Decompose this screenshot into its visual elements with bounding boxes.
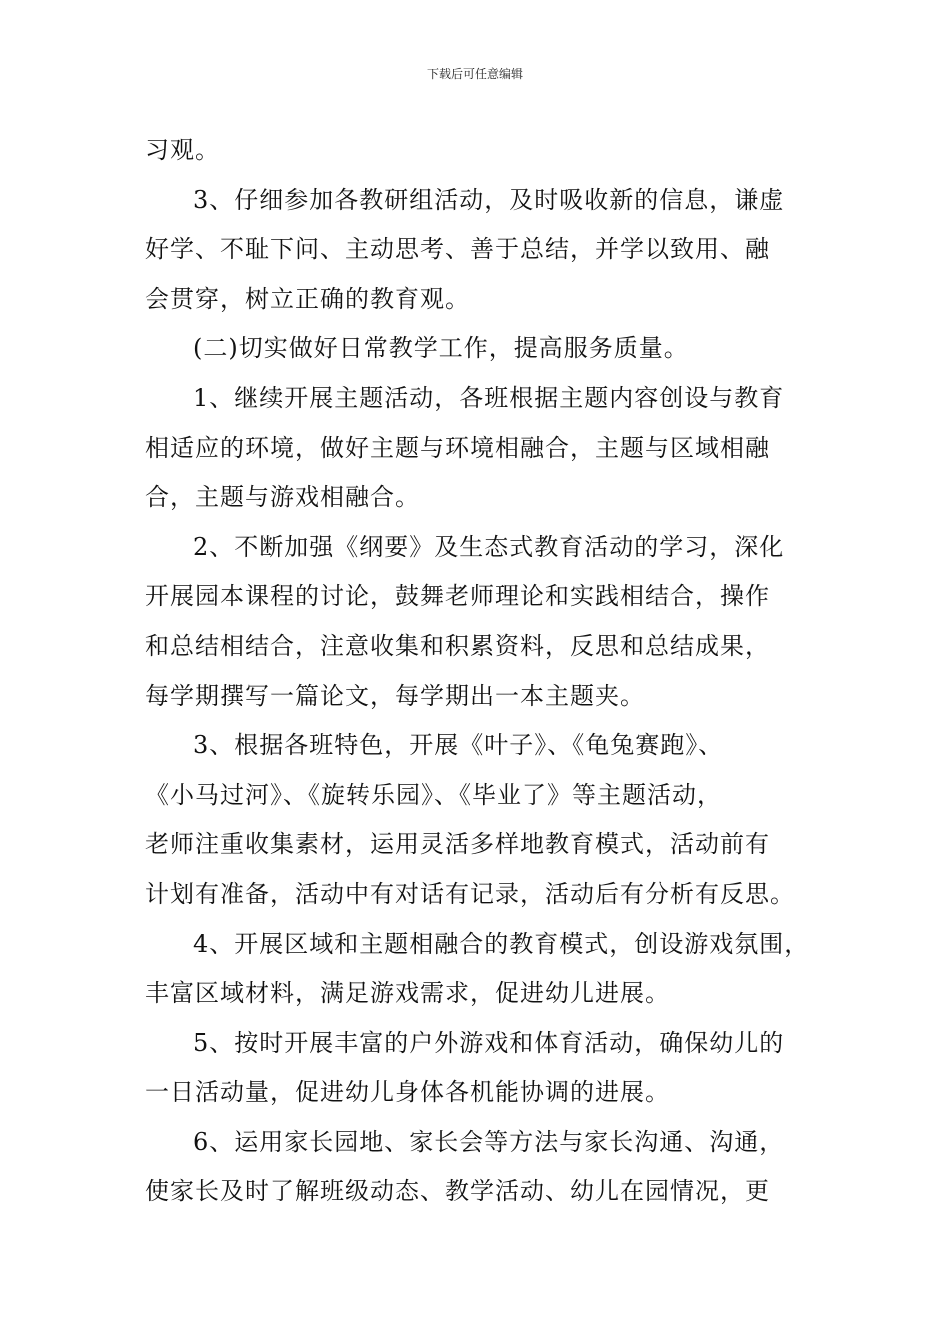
text-line: 相适应的环境，做好主题与环境相融合，主题与区域相融 bbox=[145, 433, 770, 462]
text-line: 丰富区域材料，满足游戏需求，促进幼儿进展。 bbox=[145, 979, 670, 1008]
paragraph bbox=[145, 176, 835, 325]
text-line: 一日活动量，促进幼儿身体各机能协调的进展。 bbox=[145, 1078, 670, 1107]
text-line: 3、根据各班特色，开展《叶子》、《龟兔赛跑》、 bbox=[193, 731, 724, 760]
paragraph bbox=[145, 920, 835, 1019]
document-body bbox=[145, 126, 835, 1217]
text-line: 4、开展区域和主题相融合的教育模式，创设游戏氛围， bbox=[193, 929, 810, 958]
section-heading bbox=[145, 324, 835, 374]
text-line: 合，主题与游戏相融合。 bbox=[145, 483, 420, 512]
text-line: 6、运用家长园地、家长会等方法与家长沟通、沟通， bbox=[193, 1127, 785, 1156]
page-header-note: 下载后可任意编辑 bbox=[426, 67, 523, 81]
text-line: (二)切实做好日常教学工作，提高服务质量。 bbox=[193, 334, 689, 363]
text-line: 使家长及时了解班级动态、教学活动、幼儿在园情况，更 bbox=[145, 1177, 770, 1206]
text-line: 开展园本课程的讨论，鼓舞老师理论和实践相结合，操作 bbox=[145, 582, 770, 611]
paragraph bbox=[145, 721, 835, 919]
text-line: 2、不断加强《纲要》及生态式教育活动的学习，深化 bbox=[193, 532, 785, 561]
paragraph bbox=[145, 126, 835, 176]
text-line: 3、仔细参加各教研组活动，及时吸收新的信息，谦虚 bbox=[193, 185, 785, 214]
text-line: 习观。 bbox=[145, 136, 220, 164]
paragraph bbox=[145, 1118, 835, 1217]
text-line: 和总结相结合，注意收集和积累资料，反思和总结成果， bbox=[145, 631, 770, 660]
text-line: 好学、不耻下问、主动思考、善于总结，并学以致用、融 bbox=[145, 235, 770, 264]
paragraph bbox=[145, 523, 835, 721]
text-line: 计划有准备，活动中有对话有记录，活动后有分析有反思。 bbox=[145, 879, 795, 908]
paragraph bbox=[145, 1019, 835, 1118]
text-line: 1、继续开展主题活动，各班根据主题内容创设与教育 bbox=[193, 383, 785, 412]
paragraph bbox=[145, 374, 835, 523]
text-line: 每学期撰写一篇论文，每学期出一本主题夹。 bbox=[145, 681, 645, 710]
text-line: 5、按时开展丰富的户外游戏和体育活动，确保幼儿的 bbox=[193, 1028, 785, 1057]
text-line: 《小马过河》、《旋转乐园》、《毕业了》等主题活动， bbox=[145, 780, 722, 809]
text-line: 会贯穿，树立正确的教育观。 bbox=[145, 284, 470, 313]
text-line: 老师注重收集素材，运用灵活多样地教育模式，活动前有 bbox=[145, 830, 770, 859]
